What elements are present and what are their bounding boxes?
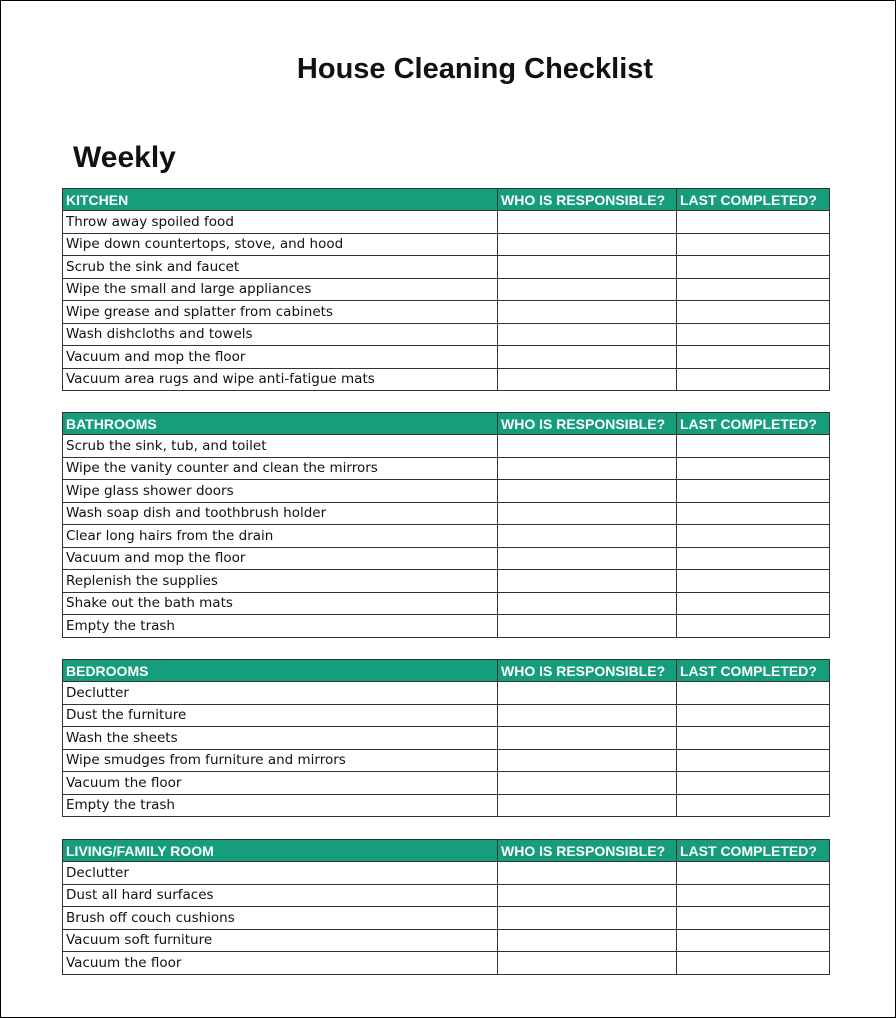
task-cell: Wash the sheets: [63, 727, 498, 750]
task-cell: Wash soap dish and toothbrush holder: [63, 502, 498, 525]
who-responsible-cell[interactable]: [498, 278, 677, 301]
task-cell: Vacuum and mop the floor: [63, 547, 498, 570]
room-header: KITCHEN: [63, 189, 498, 211]
who-responsible-cell[interactable]: [498, 592, 677, 615]
table-row: [63, 884, 830, 907]
last-completed-cell[interactable]: [677, 884, 830, 907]
task-cell: Replenish the supplies: [63, 570, 498, 593]
last-completed-cell[interactable]: [677, 570, 830, 593]
task-cell: Wipe grease and splatter from cabinets: [63, 301, 498, 324]
task-cell: Wipe the small and large appliances: [63, 278, 498, 301]
task-cell: Dust the furniture: [63, 704, 498, 727]
last-completed-cell[interactable]: [677, 368, 830, 391]
table-header-row: [63, 840, 830, 862]
table-row: [63, 929, 830, 952]
last-completed-cell[interactable]: [677, 346, 830, 369]
table-row: [63, 570, 830, 593]
table-header-row: [63, 660, 830, 682]
table-row: [63, 502, 830, 525]
task-cell: Scrub the sink, tub, and toilet: [63, 435, 498, 458]
room-header: LIVING/FAMILY ROOM: [63, 840, 498, 862]
last-completed-cell[interactable]: [677, 952, 830, 975]
last-completed-cell[interactable]: [677, 907, 830, 930]
last-completed-cell[interactable]: [677, 929, 830, 952]
table-row: [63, 592, 830, 615]
last-completed-cell[interactable]: [677, 862, 830, 885]
task-cell: Declutter: [63, 862, 498, 885]
table-row: [63, 211, 830, 234]
who-responsible-cell[interactable]: [498, 862, 677, 885]
task-cell: Brush off couch cushions: [63, 907, 498, 930]
who-responsible-header: WHO IS RESPONSIBLE?: [498, 840, 677, 862]
who-responsible-header: WHO IS RESPONSIBLE?: [498, 189, 677, 211]
table-row: [63, 301, 830, 324]
table-row: [63, 772, 830, 795]
last-completed-cell[interactable]: [677, 256, 830, 279]
last-completed-cell[interactable]: [677, 480, 830, 503]
task-cell: Wipe down countertops, stove, and hood: [63, 233, 498, 256]
who-responsible-cell[interactable]: [498, 502, 677, 525]
last-completed-cell[interactable]: [677, 211, 830, 234]
who-responsible-header: WHO IS RESPONSIBLE?: [498, 660, 677, 682]
who-responsible-cell[interactable]: [498, 323, 677, 346]
task-cell: Clear long hairs from the drain: [63, 525, 498, 548]
who-responsible-cell[interactable]: [498, 480, 677, 503]
table-row: [63, 794, 830, 817]
last-completed-header: LAST COMPLETED?: [677, 189, 830, 211]
table-row: [63, 278, 830, 301]
table-header-row: [63, 189, 830, 211]
section-title: Weekly: [73, 141, 176, 174]
task-cell: Dust all hard surfaces: [63, 884, 498, 907]
last-completed-cell[interactable]: [677, 233, 830, 256]
task-cell: Wipe the vanity counter and clean the mirrors: [63, 457, 498, 480]
task-cell: Wipe smudges from furniture and mirrors: [63, 749, 498, 772]
task-cell: Wash dishcloths and towels: [63, 323, 498, 346]
who-responsible-cell[interactable]: [498, 794, 677, 817]
bedrooms-table: [62, 659, 830, 817]
last-completed-cell[interactable]: [677, 727, 830, 750]
who-responsible-cell[interactable]: [498, 884, 677, 907]
table-row: [63, 346, 830, 369]
table-row: [63, 457, 830, 480]
last-completed-cell[interactable]: [677, 435, 830, 458]
table-row: [63, 727, 830, 750]
living-room-table: [62, 839, 830, 975]
last-completed-header: LAST COMPLETED?: [677, 660, 830, 682]
table-row: [63, 435, 830, 458]
last-completed-header: LAST COMPLETED?: [677, 840, 830, 862]
task-cell: Vacuum area rugs and wipe anti-fatigue mats: [63, 368, 498, 391]
who-responsible-header: WHO IS RESPONSIBLE?: [498, 413, 677, 435]
who-responsible-cell[interactable]: [498, 570, 677, 593]
table-row: [63, 547, 830, 570]
who-responsible-cell[interactable]: [498, 457, 677, 480]
task-cell: Wipe glass shower doors: [63, 480, 498, 503]
who-responsible-cell[interactable]: [498, 929, 677, 952]
table-row: [63, 233, 830, 256]
last-completed-cell[interactable]: [677, 502, 830, 525]
task-cell: Scrub the sink and faucet: [63, 256, 498, 279]
who-responsible-cell[interactable]: [498, 368, 677, 391]
who-responsible-cell[interactable]: [498, 682, 677, 705]
who-responsible-cell[interactable]: [498, 256, 677, 279]
task-cell: Vacuum and mop the floor: [63, 346, 498, 369]
who-responsible-cell[interactable]: [498, 727, 677, 750]
who-responsible-cell[interactable]: [498, 704, 677, 727]
last-completed-cell[interactable]: [677, 794, 830, 817]
who-responsible-cell[interactable]: [498, 435, 677, 458]
table-row: [63, 525, 830, 548]
last-completed-cell[interactable]: [677, 615, 830, 638]
who-responsible-cell[interactable]: [498, 952, 677, 975]
who-responsible-cell[interactable]: [498, 547, 677, 570]
last-completed-cell[interactable]: [677, 525, 830, 548]
last-completed-cell[interactable]: [677, 547, 830, 570]
last-completed-cell[interactable]: [677, 682, 830, 705]
last-completed-cell[interactable]: [677, 772, 830, 795]
who-responsible-cell[interactable]: [498, 615, 677, 638]
last-completed-cell[interactable]: [677, 592, 830, 615]
task-cell: Shake out the bath mats: [63, 592, 498, 615]
last-completed-cell[interactable]: [677, 749, 830, 772]
task-cell: Empty the trash: [63, 794, 498, 817]
task-cell: Vacuum the floor: [63, 772, 498, 795]
table-row: [63, 480, 830, 503]
task-cell: Vacuum the floor: [63, 952, 498, 975]
table-row: [63, 907, 830, 930]
last-completed-cell[interactable]: [677, 301, 830, 324]
room-header: BATHROOMS: [63, 413, 498, 435]
table-row: [63, 615, 830, 638]
who-responsible-cell[interactable]: [498, 346, 677, 369]
who-responsible-cell[interactable]: [498, 525, 677, 548]
last-completed-cell[interactable]: [677, 278, 830, 301]
table-row: [63, 704, 830, 727]
last-completed-header: LAST COMPLETED?: [677, 413, 830, 435]
last-completed-cell[interactable]: [677, 323, 830, 346]
table-row: [63, 862, 830, 885]
who-responsible-cell[interactable]: [498, 233, 677, 256]
who-responsible-cell[interactable]: [498, 749, 677, 772]
last-completed-cell[interactable]: [677, 704, 830, 727]
table-row: [63, 256, 830, 279]
task-cell: Vacuum soft furniture: [63, 929, 498, 952]
who-responsible-cell[interactable]: [498, 211, 677, 234]
who-responsible-cell[interactable]: [498, 772, 677, 795]
table-row: [63, 682, 830, 705]
page-title: House Cleaning Checklist: [296, 53, 654, 85]
who-responsible-cell[interactable]: [498, 907, 677, 930]
table-header-row: [63, 413, 830, 435]
last-completed-cell[interactable]: [677, 457, 830, 480]
room-header: BEDROOMS: [63, 660, 498, 682]
table-row: [63, 368, 830, 391]
kitchen-table: [62, 188, 830, 391]
task-cell: Declutter: [63, 682, 498, 705]
table-row: [63, 952, 830, 975]
table-row: [63, 749, 830, 772]
table-row: [63, 323, 830, 346]
bathrooms-table: [62, 412, 830, 638]
task-cell: Empty the trash: [63, 615, 498, 638]
who-responsible-cell[interactable]: [498, 301, 677, 324]
task-cell: Throw away spoiled food: [63, 211, 498, 234]
